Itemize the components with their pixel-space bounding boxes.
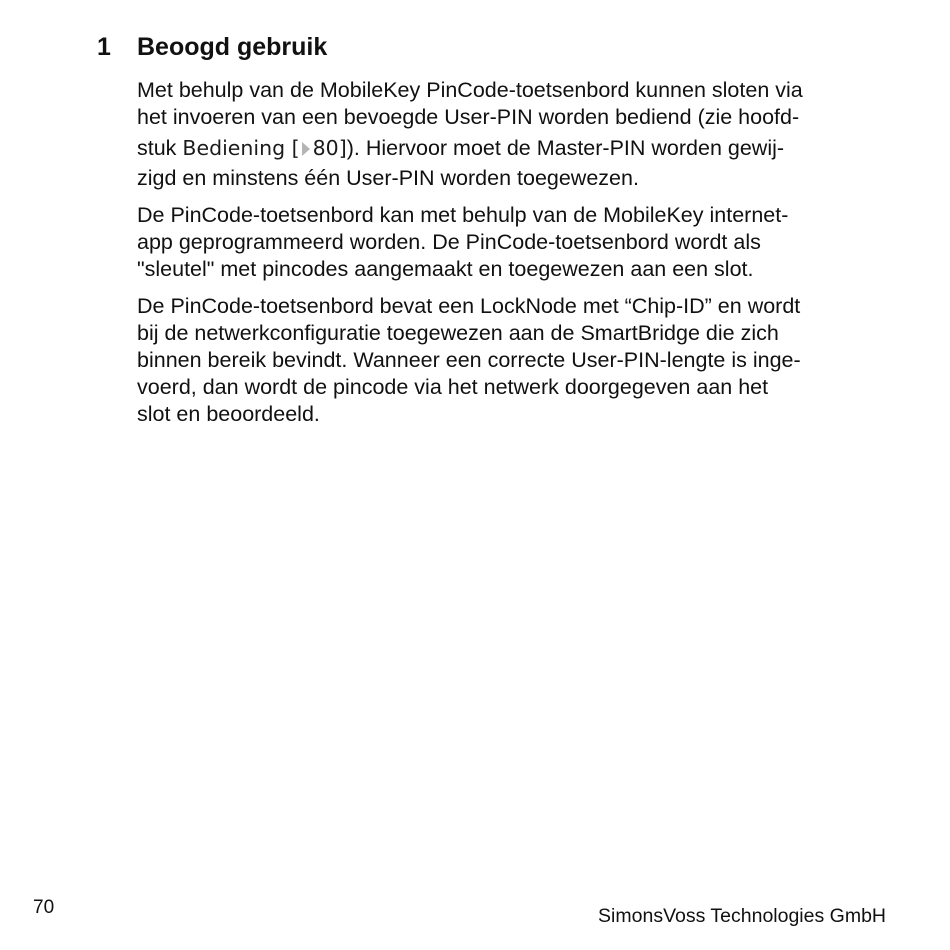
text-line: "sleutel" met pincodes aangemaakt en toegewezen aan een slot. bbox=[137, 257, 754, 281]
section-title: Beoogd gebruik bbox=[137, 33, 328, 61]
text-line: bij de netwerkconfiguratie toegewezen aan de SmartBridge die zich bbox=[137, 321, 779, 345]
crossref-page: 80] bbox=[312, 136, 347, 160]
page-number: 70 bbox=[33, 897, 55, 918]
crossref-link-bediening[interactable] bbox=[182, 136, 346, 160]
text-line: het invoeren van een bevoegde User-PIN worden bediend (zie hoofd- bbox=[137, 105, 800, 129]
text-line: De PinCode-toetsenbord bevat een LockNode met “Chip-ID” en wordt bbox=[137, 294, 801, 318]
text-line: Met behulp van de MobileKey PinCode-toetsenbord kunnen sloten via bbox=[137, 78, 803, 102]
text-line: voerd, dan wordt de pincode via het netwerk doorgegeven aan het bbox=[137, 375, 769, 399]
text-line: De PinCode-toetsenbord kan met behulp van de MobileKey internet- bbox=[137, 203, 789, 227]
section-heading bbox=[97, 33, 327, 62]
text-fragment: ). Hiervoor moet de Master-PIN worden gewij- bbox=[346, 136, 785, 160]
text-line: app geprogrammeerd worden. De PinCode-toetsenbord wordt als bbox=[137, 230, 761, 254]
text-fragment: stuk bbox=[137, 136, 183, 160]
crossref-label: Bediening [ bbox=[182, 136, 300, 160]
section-number: 1 bbox=[97, 33, 111, 61]
paragraph-2 bbox=[137, 202, 897, 283]
footer-company-name: SimonsVoss Technologies GmbH bbox=[598, 905, 886, 927]
section-body bbox=[137, 77, 897, 438]
text-line: zigd en minstens één User-PIN worden toegewezen. bbox=[137, 166, 639, 190]
text-line-with-crossref bbox=[137, 131, 897, 165]
text-line: binnen bereik bevindt. Wanneer een correcte User-PIN-lengte is inge- bbox=[137, 348, 801, 372]
paragraph-1 bbox=[137, 77, 897, 192]
text-line: slot en beoordeeld. bbox=[137, 402, 320, 426]
page-pointer-icon bbox=[302, 142, 310, 156]
paragraph-3 bbox=[137, 293, 897, 428]
